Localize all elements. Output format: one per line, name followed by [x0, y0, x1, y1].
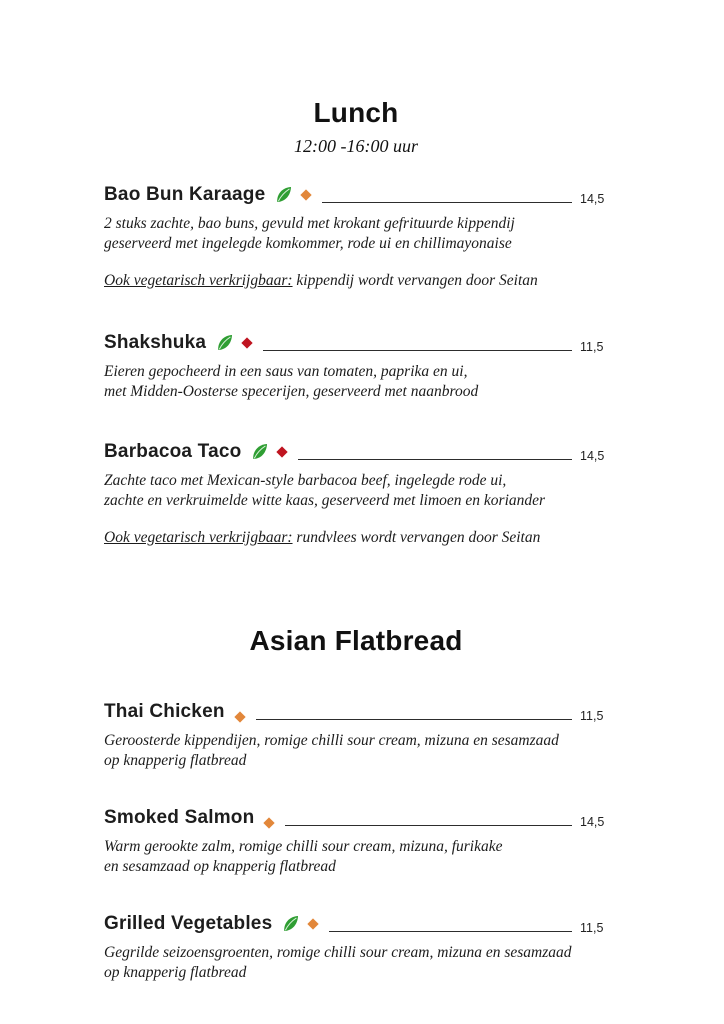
menu-item-name: Bao Bun Karaage	[104, 184, 266, 206]
menu-item-bao-bun-karaage	[104, 182, 608, 291]
price: 14,5	[580, 448, 605, 463]
menu-item-shakshuka	[104, 330, 608, 402]
leader-line	[263, 350, 572, 351]
orange-spice-diamond-icon	[308, 918, 319, 929]
vegetarian-leaf-icon	[215, 333, 234, 352]
menu-item-name: Smoked Salmon	[104, 807, 255, 829]
item-description: Zachte taco met Mexican-style barbacoa beef, ingelegde rode ui, zachte en verkruimelde witte kaas, geserveerd met limoen en koriander	[104, 472, 546, 510]
section-title-lunch: Lunch	[313, 97, 399, 128]
item-description: 2 stuks zachte, bao buns, gevuld met krokant gefrituurde kippendij geserveerd met ingelegde komkommer, rode ui en chillimayonaise	[104, 215, 515, 253]
vegetarian-leaf-icon	[274, 185, 293, 204]
price: 14,5	[580, 191, 605, 206]
menu-item-header	[104, 911, 608, 937]
price: 14,5	[580, 814, 605, 829]
section-title-asian-flatbread: Asian Flatbread	[249, 625, 463, 657]
leader-line	[329, 931, 572, 932]
vegetarian-leaf-icon	[250, 442, 269, 461]
vegetarian-option-note: Ook vegetarisch verkrijgbaar: kippendij wordt vervangen door Seitan	[104, 272, 538, 290]
menu-item-header	[104, 182, 608, 208]
menu-item-header	[104, 805, 608, 831]
price: 11,5	[580, 920, 604, 935]
menu-item-name: Thai Chicken	[104, 701, 225, 723]
item-description: Geroosterde kippendijen, romige chilli sour cream, mizuna en sesamzaad op knapperig flatbread	[104, 732, 559, 770]
item-description: Eieren gepocheerd in een saus van tomaten, paprika en ui, met Midden-Oosterse specerijen, geserveerd met naanbrood	[104, 363, 479, 401]
vegetarian-option-note: Ook vegetarisch verkrijgbaar: rundvlees wordt vervangen door Seitan	[104, 529, 541, 547]
leader-line	[285, 825, 572, 826]
menu-item-name: Shakshuka	[104, 332, 207, 354]
menu-item-header	[104, 330, 608, 356]
red-spice-diamond-icon	[277, 446, 288, 457]
menu-item-grilled-vegetables	[104, 911, 608, 983]
lunch-hours: 12:00 -16:00 uur	[294, 136, 418, 157]
leader-line	[256, 719, 572, 720]
leader-line	[298, 459, 572, 460]
menu-item-header	[104, 439, 608, 465]
menu-item-name: Barbacoa Taco	[104, 441, 242, 463]
item-description: Gegrilde seizoensgroenten, romige chilli sour cream, mizuna en sesamzaad op knapperig flatbread	[104, 944, 572, 982]
item-description: Warm gerookte zalm, romige chilli sour cream, mizuna, furikake en sesamzaad op knapperig flatbread	[104, 838, 503, 876]
price: 11,5	[580, 708, 604, 723]
red-spice-diamond-icon	[241, 337, 252, 348]
orange-spice-diamond-icon	[301, 189, 312, 200]
menu-item-smoked-salmon	[104, 805, 608, 877]
orange-spice-diamond-icon	[234, 712, 245, 723]
orange-spice-diamond-icon	[264, 818, 275, 829]
menu-item-barbacoa-taco	[104, 439, 608, 548]
menu-item-header	[104, 699, 608, 725]
vegetarian-leaf-icon	[281, 914, 300, 933]
menu-item-name: Grilled Vegetables	[104, 913, 273, 935]
price: 11,5	[580, 339, 604, 354]
menu-item-thai-chicken	[104, 699, 608, 771]
leader-line	[322, 202, 572, 203]
